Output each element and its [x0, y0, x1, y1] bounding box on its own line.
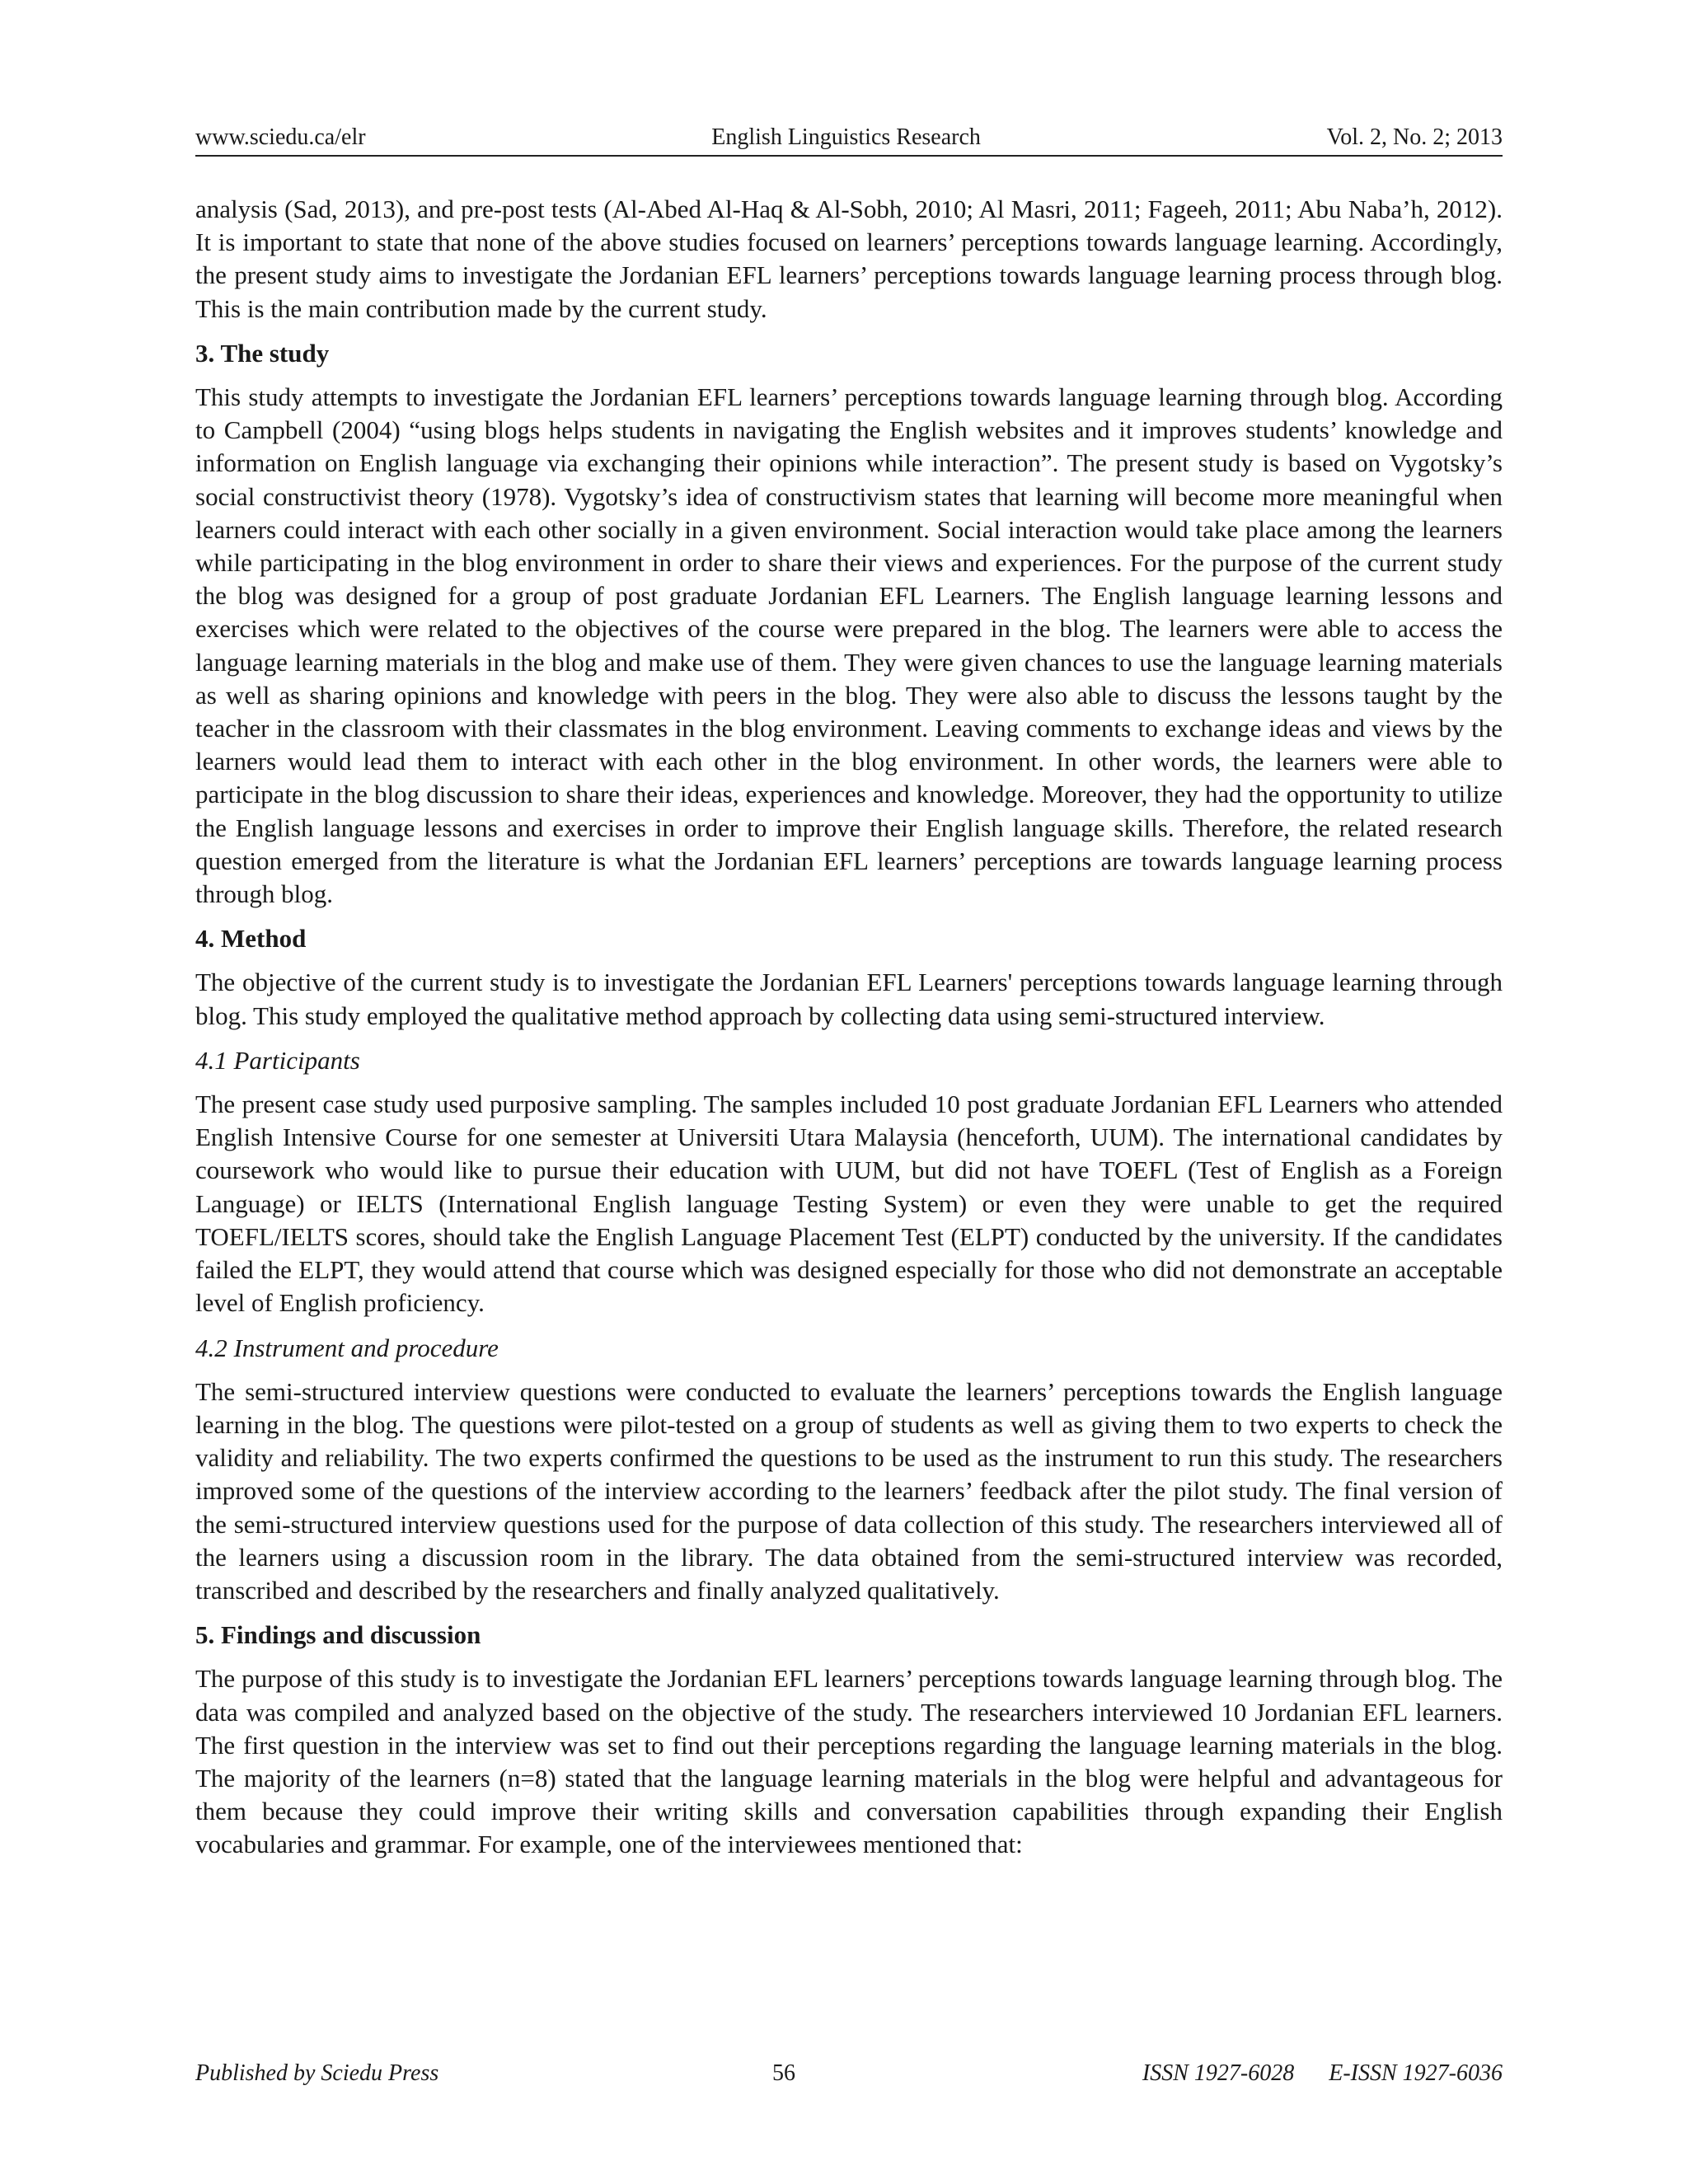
- header-website[interactable]: www.sciedu.ca/elr: [195, 124, 366, 150]
- intro-paragraph: analysis (Sad, 2013), and pre-post tests (Al-Abed Al-Haq & Al-Sobh, 2010; Al Masri, 2011; Fageeh, 2011; Abu Naba’h, 2012). It is important to state that none of the above studies focused on learners’ perceptions towards language learning. Accordingly, the present study aims to investigate the Jordanian EFL learners’ perceptions towards language learning process through blog. This is the main contribution made by the current study.: [195, 194, 1503, 323]
- section-5-heading: 5. Findings and discussion: [195, 1620, 481, 1650]
- footer-page-number: 56: [772, 2060, 795, 2086]
- footer-publisher: Published by Sciedu Press: [195, 2060, 439, 2086]
- section-3-heading: 3. The study: [195, 338, 330, 368]
- section-5-paragraph: The purpose of this study is to investigate the Jordanian EFL learners’ perceptions towards language learning through blog. The data was compiled and analyzed based on the objective of the study. The researchers interviewed 10 Jordanian EFL learners. The first question in the interview was set to find out their perceptions regarding the language learning materials in the blog. The majority of the learners (n=8) stated that the language learning materials in the blog were helpful and advantageous for them because they could improve their writing skills and conversation capabilities through expanding their English vocabularies and grammar. For example, one of the interviewees mentioned that:: [195, 1664, 1503, 1859]
- footer-issn: ISSN 1927-6028 E-ISSN 1927-6036: [1142, 2060, 1503, 2086]
- header-volume: Vol. 2, No. 2; 2013: [1326, 124, 1503, 150]
- section-4-1-heading: 4.1 Participants: [195, 1045, 360, 1075]
- article-body: [195, 193, 1503, 1873]
- header-journal-title: English Linguistics Research: [711, 124, 981, 150]
- section-4-paragraph: The objective of the current study is to investigate the Jordanian EFL Learners' perceptions towards language learning through blog. This study employed the qualitative method approach by collecting data using semi-structured interview.: [195, 968, 1503, 1030]
- section-4-1-paragraph: The present case study used purposive sampling. The samples included 10 post graduate Jordanian EFL Learners who attended English Intensive Course for one semester at Universiti Utara Malaysia (henceforth, UUM). The international candidates by coursework who would like to pursue their education with UUM, but did not have TOEFL (Test of English as a Foreign Language) or IELTS (International English language Testing System) or even they were unable to get the required TOEFL/IELTS scores, should take the English Language Placement Test (ELPT) conducted by the university. If the candidates failed the ELPT, they would attend that course which was designed especially for those who did not demonstrate an acceptable level of English proficiency.: [195, 1090, 1503, 1318]
- section-3-paragraph: This study attempts to investigate the Jordanian EFL learners’ perceptions towards language learning through blog. According to Campbell (2004) “using blogs helps students in navigating the English websites and it improves students’ knowledge and information on English language via exchanging their opinions while interaction”. The present study is based on Vygotsky’s social constructivist theory (1978). Vygotsky’s idea of constructivism states that learning will become more meaningful when learners could interact with each other socially in a given environment. Social interaction would take place among the learners while participating in the blog environment in order to share their views and experiences. For the purpose of the current study the blog was designed for a group of post graduate Jordanian EFL Learners. The English language learning lessons and exercises which were related to the objectives of the course were prepared in the blog. The learners were able to access the language learning materials in the blog and make use of them. They were given chances to use the language learning materials as well as sharing opinions and knowledge with peers in the blog. They were also able to discuss the lessons taught by the teacher in the classroom with their classmates in the blog environment. Leaving comments to exchange ideas and views by the learners would lead them to interact with each other in the blog environment. In other words, the learners were able to participate in the blog discussion to share their ideas, experiences and knowledge. Moreover, they had the opportunity to utilize the English language lessons and exercises in order to improve their English language skills. Therefore, the related research question emerged from the literature is what the Jordanian EFL learners’ perceptions are towards language learning process through blog.: [195, 382, 1503, 909]
- section-4-2-heading: 4.2 Instrument and procedure: [195, 1333, 499, 1362]
- section-4-heading: 4. Method: [195, 924, 307, 954]
- page-header: [195, 124, 1503, 157]
- page-footer: [195, 2060, 1503, 2093]
- section-4-2-paragraph: The semi-structured interview questions were conducted to evaluate the learners’ perceptions towards the English language learning in the blog. The questions were pilot-tested on a group of students as well as giving them to two experts to check the validity and reliability. The two experts confirmed the questions to be used as the instrument to run this study. The researchers improved some of the questions of the interview according to the learners’ feedback after the pilot study. The final version of the semi-structured interview questions used for the purpose of data collection of this study. The researchers interviewed all of the learners using a discussion room in the library. The data obtained from the semi-structured interview was recorded, transcribed and described by the researchers and finally analyzed qualitatively.: [195, 1376, 1503, 1605]
